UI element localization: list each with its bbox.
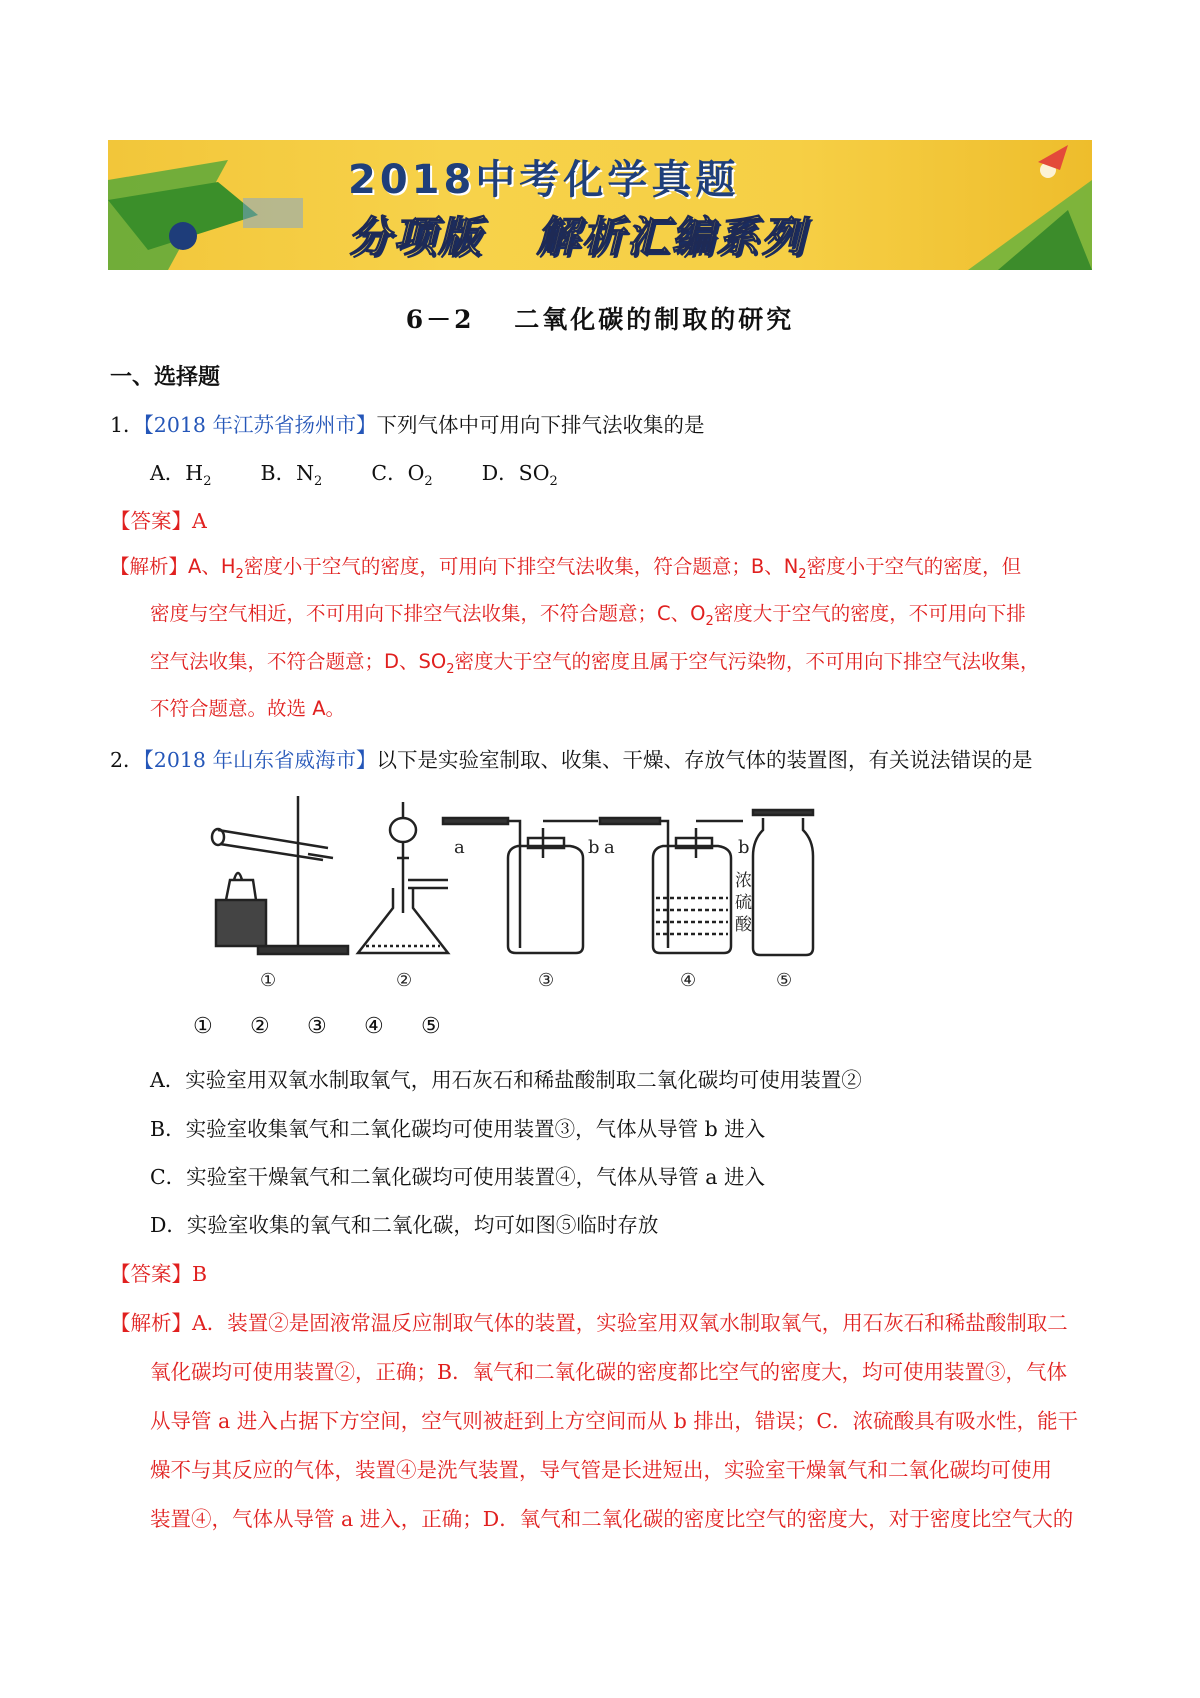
question-2-stem [110,743,1032,773]
question-1-analysis-line-2: 密度与空气相近，不可用向下排空气法收集，不符合题意；C、$O_2$密度大于空气的密度，不可用向下排 [150,602,1026,629]
question-text: 下列气体中可用向下排气法收集的是 [376,413,705,437]
option-d: D．$SO_2$ [481,461,558,490]
question-1-analysis-line-3: 空气法收集，不符合题意；D、$SO_2$密度大于空气的密度且属于空气污染物，不可用向下排空气法收集， [150,650,1040,677]
question-1-options [150,456,558,489]
answer-value: B [192,1262,208,1286]
circled-number-1: ① [193,1014,213,1039]
figure-acid-char-2: 硫 [735,893,752,913]
figure-numbers-row [193,1014,478,1039]
question-source: 【2018 年山东省威海市】 [143,748,377,772]
question-1-answer [110,504,207,534]
circled-number-2: ② [250,1014,270,1039]
question-1-analysis-line-1: 【解析】A、$H_2$密度小于空气的密度，可用向下排空气法收集，符合题意；B、$N_2$密度小于空气的密度，但 [110,555,1022,582]
question-2-answer [110,1257,207,1287]
question-text: 以下是实验室制取、收集、干燥、存放气体的装置图，有关说法错误的是 [376,748,1033,772]
figure-caption-5: ⑤ [776,970,793,991]
figure-acid-char-1: 浓 [735,871,752,891]
answer-label: 【答案】 [110,509,192,533]
question-2-analysis-line-3: 从导管 a 进入占据下方空间，空气则被赶到上方空间而从 b 排出，错误；C．浓硫酸具有吸水性，能干 [150,1409,1079,1433]
question-1-stem [110,408,704,438]
figure-label-b-4: b [738,837,750,858]
apparatus-5-gas-jar-icon [753,810,813,955]
page-title: 6－2 二氧化碳的制取的研究 [405,305,795,334]
series-banner [108,140,1092,270]
question-number: 2． [110,748,144,772]
circled-number-3: ③ [307,1014,327,1039]
apparatus-1-heating-icon [212,796,348,954]
banner-title-year: 2018中考化学真题 [348,157,740,203]
banner-title-series [348,204,806,264]
question-2-analysis-line-4: 燥不与其反应的气体，装置④是洗气装置，导气管是长进短出，实验室干燥氧气和二氧化碳均可使用 [150,1458,1052,1482]
section-heading: 一、选择题 [110,364,221,390]
circled-number-4: ④ [364,1014,384,1039]
question-1-analysis-line-4: 不符合题意。故选 A。 [150,697,346,720]
figure-caption-3: ③ [538,970,555,991]
figure-label-a-4: a [604,837,615,858]
figure-acid-char-3: 酸 [735,915,752,935]
question-2-option-a: A．实验室用双氧水制取氧气，用石灰石和稀盐酸制取二氧化碳均可使用装置② [150,1068,862,1092]
answer-label: 【答案】 [110,1262,192,1286]
question-2-option-d: D．实验室收集的氧气和二氧化碳，均可如图⑤临时存放 [150,1213,659,1237]
banner-title-part-a: 分项版 [348,212,484,261]
figure-caption-1: ① [260,970,277,991]
question-source: 【2018 年江苏省扬州市】 [143,413,377,437]
banner-title-part-b: 解析汇编系列 [536,212,807,261]
apparatus-4-washing-bottle-icon [600,818,743,953]
option-a: A．$H_2$ [150,461,212,490]
question-2-analysis-line-5: 装置④，气体从导管 a 进入，正确；D．氧气和二氧化碳的密度比空气的密度大，对于密度比空气大的 [150,1507,1074,1531]
option-c: C．$O_2$ [371,461,433,490]
figure-caption-2: ② [396,970,413,991]
question-2-analysis-line-1: 【解析】A．装置②是固液常温反应制取气体的装置，实验室用双氧水制取氧气，用石灰石和稀盐酸制取二 [110,1311,1068,1335]
answer-value: A [192,509,207,533]
circled-number-5: ⑤ [421,1014,441,1039]
apparatus-figure [198,788,818,998]
question-2-option-b: B．实验室收集氧气和二氧化碳均可使用装置③，气体从导管 b 进入 [150,1117,766,1141]
figure-label-b-3: b [588,837,600,858]
apparatus-3-collecting-bottle-icon [443,818,598,953]
question-number: 1． [110,413,144,437]
figure-caption-4: ④ [680,970,697,991]
figure-label-a-3: a [454,837,465,858]
apparatus-2-flask-icon [358,802,448,953]
question-2-option-c: C．实验室干燥氧气和二氧化碳均可使用装置④，气体从导管 a 进入 [150,1165,765,1189]
option-b: B．$N_2$ [260,461,323,490]
question-2-analysis-line-2: 氧化碳均可使用装置②，正确；B．氧气和二氧化碳的密度都比空气的密度大，均可使用装置③，气体 [150,1360,1068,1384]
